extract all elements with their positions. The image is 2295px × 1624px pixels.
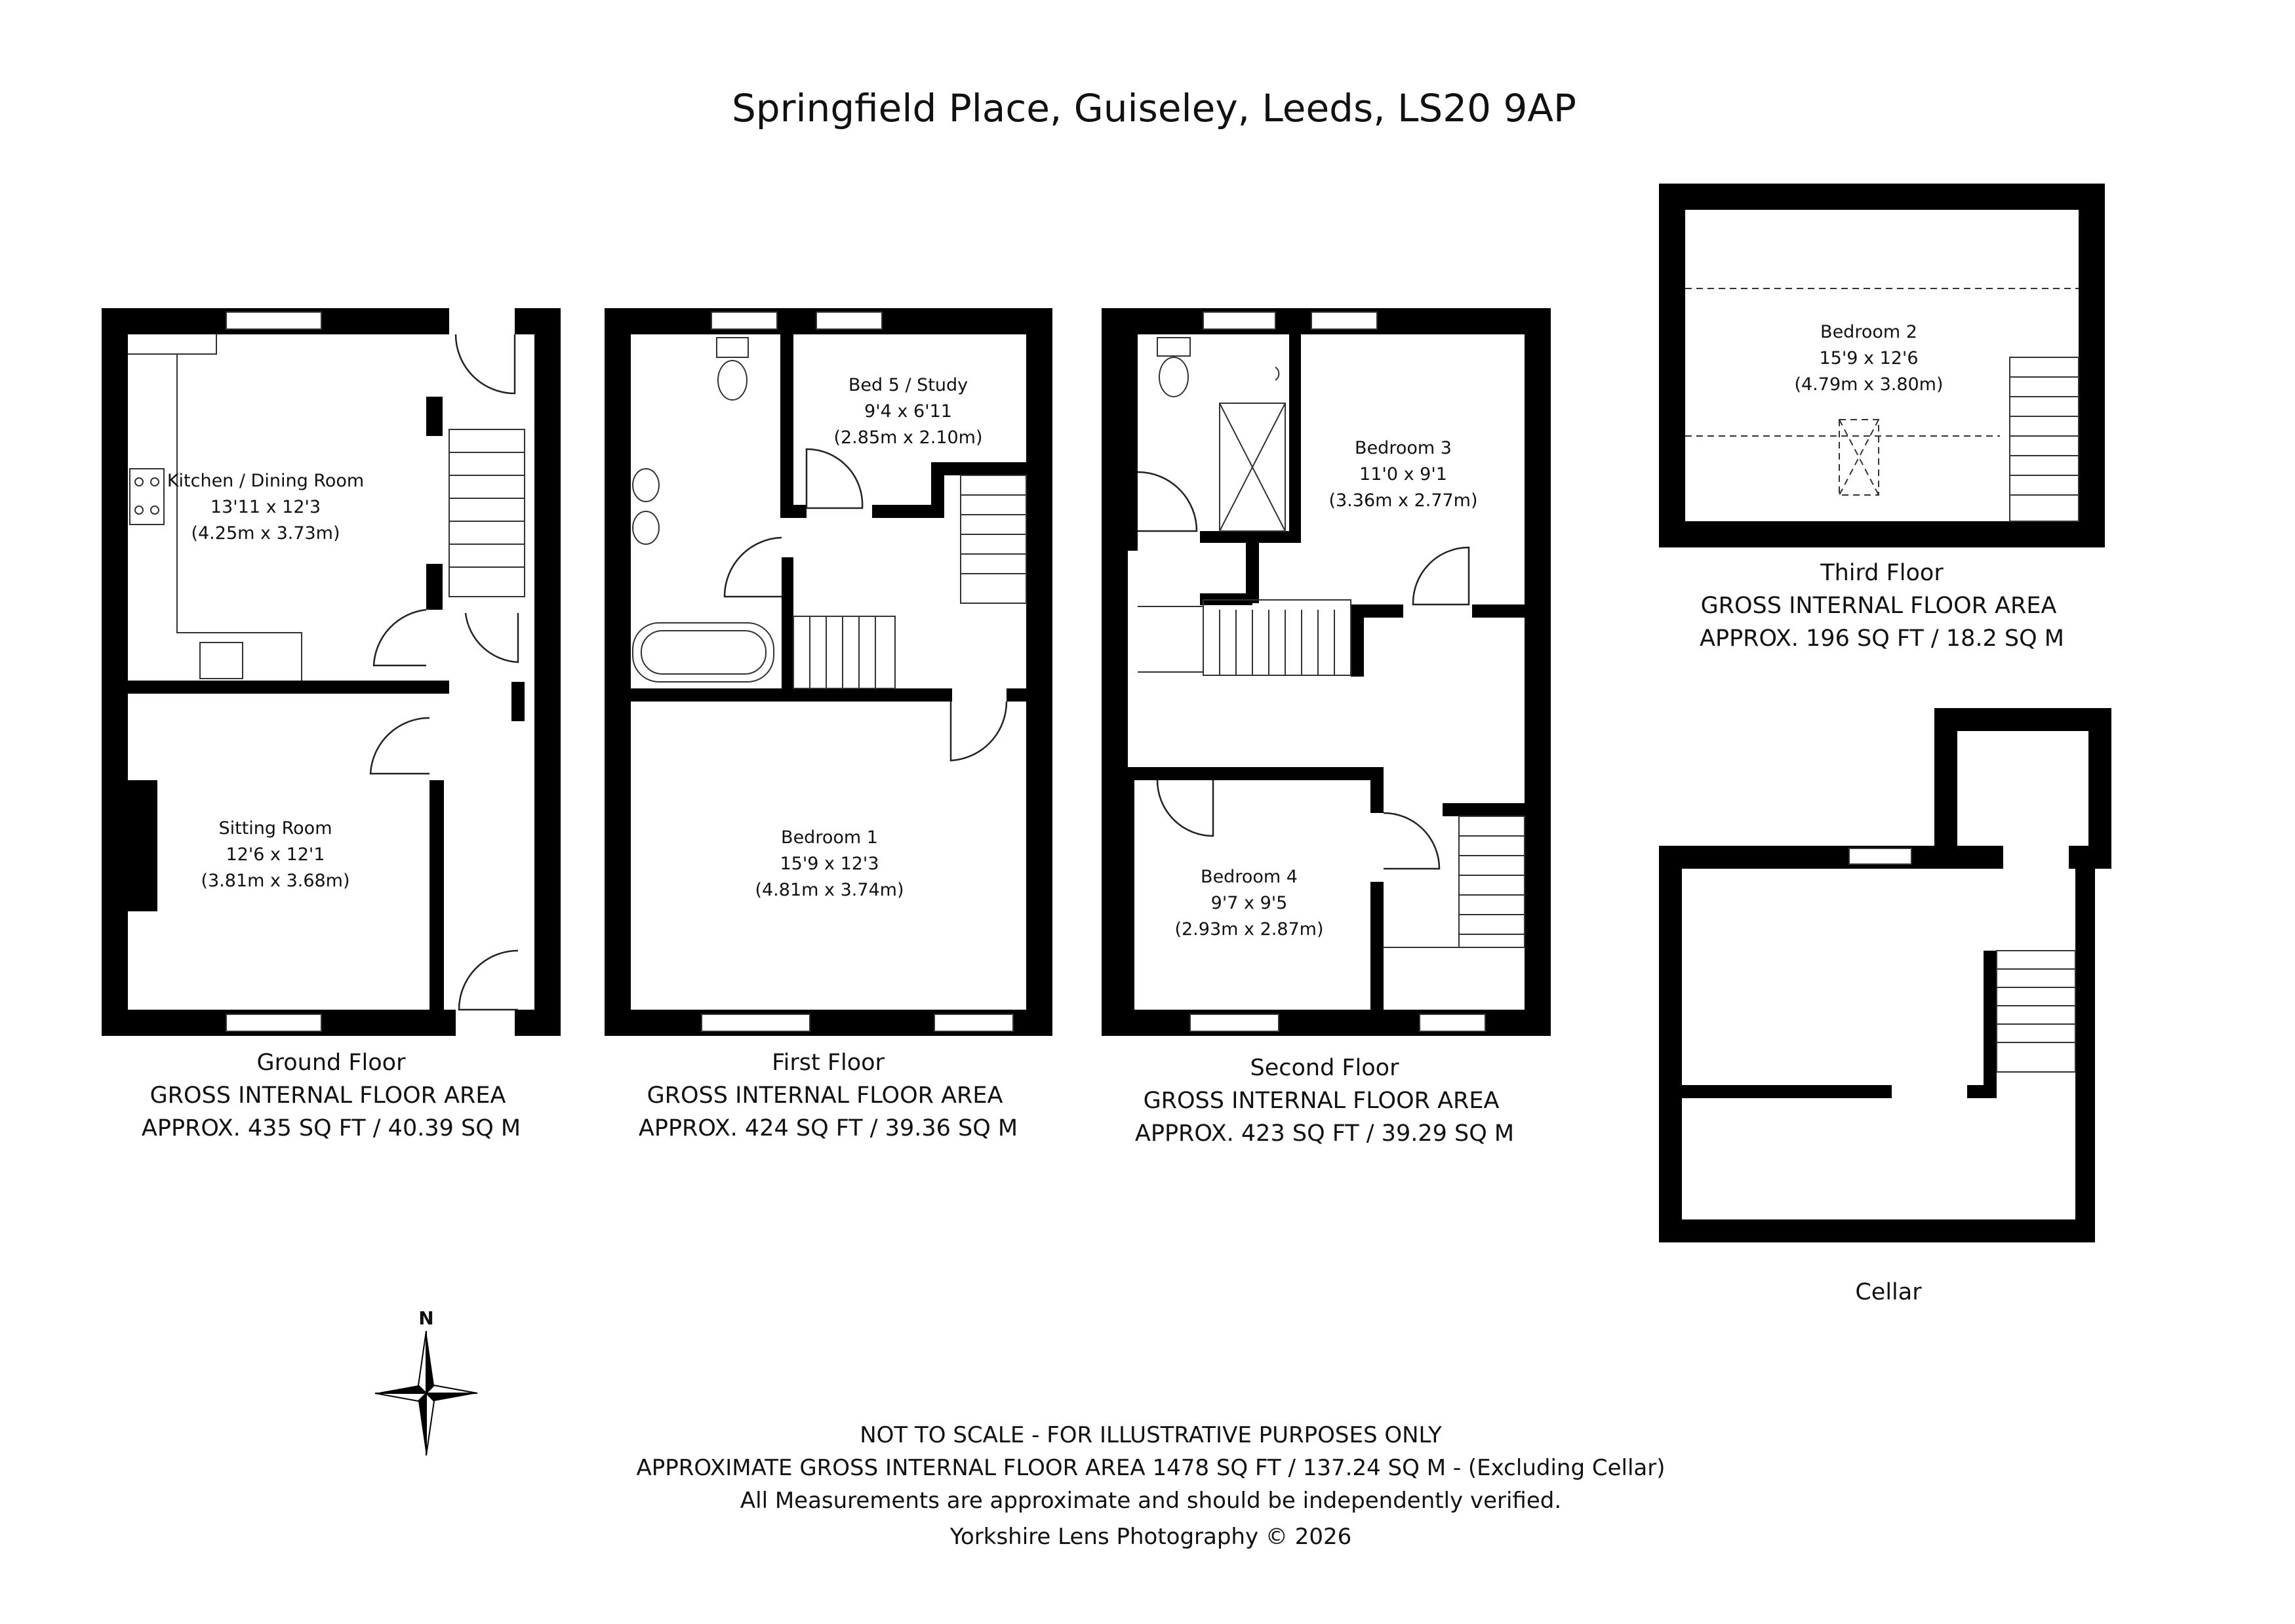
wall [2088,708,2111,869]
window [816,312,882,329]
wall [1370,767,1384,813]
wall [1525,308,1551,1036]
wall [1659,184,2105,210]
door [725,538,782,597]
total-area-line: APPROXIMATE GROSS INTERNAL FLOOR AREA 1478 SQ FT / 137.24 SQ M - (Excluding Cellar) [636,1455,1666,1481]
wall [931,462,1026,475]
window [1203,312,1275,329]
wall [128,681,449,694]
toilet-icon [1159,357,1188,397]
wall [534,308,561,1036]
basin-icon [633,469,659,502]
room-dimensions-metric: (4.79m x 3.80m) [1794,374,1944,395]
wall [1289,334,1301,538]
window [226,312,321,329]
door [1413,547,1469,604]
wall [1682,1085,1892,1098]
door [807,449,862,508]
door [1384,813,1439,869]
door [951,702,1007,761]
wall [1659,846,1682,1242]
floor-name: Second Floor [1250,1055,1399,1081]
room-dimensions: 9'7 x 9'5 [1210,893,1288,913]
wall [1213,767,1377,780]
page-title: Springfield Place, Guiseley, Leeds, LS20 9AP [731,86,1577,130]
stairs [449,429,525,597]
door [456,334,515,393]
window [702,1014,810,1031]
wall [780,505,807,518]
measurement-note: All Measurements are approximate and should be independently verified. [740,1488,1562,1514]
wall [426,397,443,436]
window [1311,312,1377,329]
door [374,610,426,665]
room-name: Bedroom 3 [1355,438,1452,458]
window [1190,1014,1279,1031]
wall [1934,708,2111,731]
room-name: Bedroom 2 [1820,322,1917,342]
wall [1659,184,1685,547]
wall [1351,604,1403,618]
wall [1443,803,1525,816]
room-dimensions-metric: (4.81m x 3.74m) [755,880,904,900]
floor-name: Third Floor [1820,560,1944,586]
window [1420,1014,1485,1031]
compass-north-label: N [418,1307,434,1329]
toilet-icon [718,361,747,400]
wall [631,688,952,702]
cistern [1157,338,1190,356]
stairs [1997,951,2075,1072]
room-name: Bedroom 1 [781,827,878,848]
room-name: Bedroom 4 [1201,867,1298,887]
compass-icon [375,1307,477,1456]
wall [1128,334,1138,551]
room-name: Bed 5 / Study [848,375,968,395]
basin-icon [1275,367,1279,380]
wall [1128,767,1134,1010]
window [226,1014,321,1031]
room-dimensions-metric: (3.81m x 3.68m) [201,871,350,891]
sink-icon [200,643,243,679]
wall [1984,951,1997,1098]
room-dimensions-metric: (2.93m x 2.87m) [1174,919,1324,940]
worktop [177,354,302,681]
wall [2075,869,2095,1242]
door [459,951,518,1010]
floor-area: APPROX. 423 SQ FT / 39.29 SQ M [1134,1120,1515,1147]
room-dimensions: 15'9 x 12'6 [1819,348,1919,368]
wall [102,308,128,1036]
basin-icon [633,511,659,544]
chimney-breast [128,780,157,911]
wall [426,564,443,610]
door [1138,472,1197,531]
room-dimensions: 12'6 x 12'1 [226,844,325,865]
room-dimensions-metric: (3.36m x 2.77m) [1328,490,1478,511]
wall [605,308,631,1036]
wall [780,334,793,518]
door [466,613,518,662]
floor-area-label: GROSS INTERNAL FLOOR AREA [1143,1088,1500,1114]
window [934,1014,1013,1031]
floor-area: APPROX. 196 SQ FT / 18.2 SQ M [1700,625,2064,652]
disclaimer-line: NOT TO SCALE - FOR ILLUSTRATIVE PURPOSES ONLY [860,1422,1442,1448]
wall [782,557,793,688]
stairs [2010,357,2079,521]
wall [515,1010,561,1036]
floor-area-label: GROSS INTERNAL FLOOR AREA [1700,593,2057,619]
wall [1370,882,1384,1010]
floor-name: Ground Floor [256,1050,406,1076]
cistern [717,338,748,357]
door [370,718,429,774]
floor-area-label: GROSS INTERNAL FLOOR AREA [150,1082,506,1109]
wall [2079,184,2105,547]
wall [429,780,444,1010]
room-name: Kitchen / Dining Room [167,471,365,491]
floor-name: Cellar [1855,1279,1922,1305]
room-dimensions: 13'11 x 12'3 [210,497,321,517]
window [1849,848,1911,864]
copyright: Yorkshire Lens Photography © 2026 [949,1524,1352,1550]
room-dimensions-metric: (4.25m x 3.73m) [191,523,340,544]
wall [1659,846,2003,869]
wall [511,682,525,721]
floor-area: APPROX. 435 SQ FT / 40.39 SQ M [141,1115,521,1141]
wall [2069,846,2088,869]
window [711,312,777,329]
wall [1659,521,2105,547]
wall [1026,308,1052,1036]
floor-area: APPROX. 424 SQ FT / 39.36 SQ M [638,1115,1018,1141]
ground-floor-plan [102,308,561,1141]
wall [1007,688,1026,702]
worktop [128,334,216,354]
room-name: Sitting Room [218,818,332,839]
cellar-plan [1659,708,2111,1305]
floor-name: First Floor [772,1050,885,1076]
door [1157,780,1213,836]
room-dimensions: 11'0 x 9'1 [1359,464,1447,485]
wall [1472,604,1525,618]
hob-icon [130,469,164,525]
floor-area-label: GROSS INTERNAL FLOOR AREA [647,1082,1003,1109]
wall [1659,1219,2095,1242]
wall [1934,708,1957,865]
room-dimensions: 15'9 x 12'3 [780,854,879,874]
room-dimensions: 9'4 x 6'11 [864,401,952,422]
first-floor-plan [605,308,1052,1141]
wall [1246,531,1259,603]
wall [1102,308,1128,1036]
third-floor-plan [1659,184,2105,652]
second-floor-plan [1102,308,1551,1147]
room-dimensions-metric: (2.85m x 2.10m) [833,427,983,448]
